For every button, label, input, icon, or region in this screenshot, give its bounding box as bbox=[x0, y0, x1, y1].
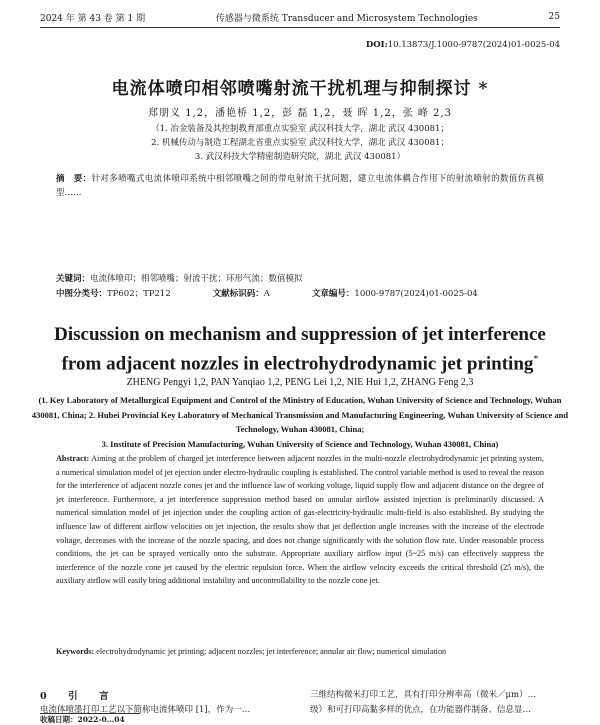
cn-affiliation-line: 3. 武汉科技大学精密制造研究院，湖北 武汉 430081） bbox=[194, 152, 406, 162]
clc-value: TP602；TP212 bbox=[107, 289, 171, 299]
header-page-number: 25 bbox=[548, 12, 560, 22]
cn-abstract-text: 针对多喷嘴式电流体喷印系统中相邻喷嘴之间的带电射流干扰问题，建立电流体耦合作用下的射流喷射的数值仿真模型…… bbox=[56, 174, 544, 199]
running-header bbox=[40, 8, 560, 26]
en-affiliation-line: (1. Key Laboratory of Metallurgical Equipment and Control of the Ministry of Education, Wuhan University of Science and Technology, Wuhan 430081, China; 2. Hubei Provincial Key Laboratory of Mechanical Transmission and Manufacturing Engineering, Wuhan University of Science and Technology, Wuhan 430081, China; bbox=[31, 395, 569, 434]
intro-text-line: 三维结构微米打印工艺，具有打印分辨率高（微米／μm）… bbox=[310, 690, 537, 700]
en-abstract-label: Abstract: bbox=[56, 454, 90, 463]
doi-label: DOI: bbox=[365, 40, 388, 50]
cn-title: 电流体喷印相邻喷嘴射流干扰机理与抑制探讨 * bbox=[111, 79, 489, 99]
cn-classification bbox=[56, 287, 544, 299]
en-authors: ZHENG Pengyi 1,2, PAN Yanqiao 1,2, PENG Lei 1,2, NIE Hui 1,2, ZHANG Feng 2,3 bbox=[126, 377, 474, 388]
cn-affiliation-line: （1. 冶金装备及其控制教育部重点实验室 武汉科技大学，湖北 武汉 430081； bbox=[151, 124, 449, 134]
header-rule bbox=[40, 27, 560, 28]
intro-text-line: 级）和可打印高黏多样的优点，在功能器件制备、信息显… bbox=[310, 705, 532, 715]
cn-affiliations bbox=[60, 122, 540, 164]
cn-abstract bbox=[56, 172, 544, 272]
en-affiliation-line: 3. Institute of Precision Manufacturing, Wuhan University of Science and Technology, Wuhan 430081, China) bbox=[101, 438, 499, 449]
doi-value: 10.13873/J.1000-9787(2024)01-0025-04 bbox=[387, 40, 560, 50]
header-journal: 传感器与微系统 Transducer and Microsystem Technologies bbox=[215, 13, 478, 24]
en-keywords bbox=[56, 645, 544, 658]
header-issue: 2024 年 第 43 卷 第 1 期 bbox=[40, 13, 146, 24]
section-title-introduction: 0 引 言 bbox=[40, 691, 115, 702]
en-title-footnote-mark: * bbox=[533, 354, 539, 365]
en-title-line: Discussion on mechanism and suppression of jet interference bbox=[54, 324, 546, 345]
cn-affiliation-line: 2. 机械传动与制造工程湖北省重点实验室 武汉科技大学，湖北 武汉 430081； bbox=[151, 138, 449, 148]
cn-keywords bbox=[56, 272, 544, 284]
article-no-value: 1000-9787(2024)01-0025-04 bbox=[354, 289, 478, 299]
cn-authors: 郑朋义 1,2，潘艳桥 1,2，彭 磊 1,2，聂 晖 1,2，张 峰 2,3 bbox=[148, 108, 452, 119]
en-keywords-text: electrohydrodynamic jet printing; adjacent nozzles; jet interference; annular air flow; numerical simulation bbox=[96, 647, 447, 656]
intro-text-left: 电流体喷墨打印工艺以下简称电流体喷印 [1]，作为一… bbox=[40, 705, 251, 715]
article-no-label: 文章编号： bbox=[311, 289, 355, 299]
clc-label: 中图分类号： bbox=[56, 289, 108, 299]
en-abstract-text: Aiming at the problem of charged jet interference between adjacent nozzles in the multi-nozzle electrohydrodynamic jet printing system, a numerical simulation model of jet ejection under electro-hydraulic coupling is established. The control variable method is used to reveal the reason for the interference of adjacent nozzle cones jet and the influence law of working voltage, liquid supply flow and adjacent distance on the degree of jet interference. Furthermore, a jet interference suppression method based on annular airflow assisted injection is preliminarily discussed. A numerical simulation model of jet injection under the coupling action of gas-electricity-hydraulic multi-field is also established. By studying the influence law of different airflow velocities on jet injection, the results show that jet deflection angle increases with the increase of the electrode voltage, decreases with the increase of the nozzle spacing, and does not change significantly with the solution flow rate. Under reasonable process conditions, the jet can be sprayed vertically onto the substrate. Appropriate auxiliary airflow input (5~25 m/s) can effectively suppress the interference of the nozzle cone jet caused by the electric repulsion force. When the airflow velocity exceeds the critical threshold (25 m/s), the auxiliary airflow will easily bring additional instability and uncontrollability to the nozzle cone jet. bbox=[56, 454, 544, 586]
en-keywords-label: Keywords: bbox=[56, 647, 95, 656]
doi bbox=[366, 40, 560, 50]
doc-code-value: A bbox=[263, 289, 270, 299]
en-affiliations bbox=[30, 393, 570, 451]
cn-keywords-label: 关键词： bbox=[56, 274, 91, 284]
cn-abstract-label: 摘 要： bbox=[56, 174, 92, 184]
cn-keywords-text: 电流体喷印；相邻喷嘴；射流干扰；环形气流；数值模拟 bbox=[90, 274, 303, 284]
en-title-line: from adjacent nozzles in electrohydrodynamic jet printing bbox=[61, 353, 534, 375]
received-date: 收稿日期：2022-0…04 bbox=[40, 715, 125, 724]
en-abstract bbox=[56, 452, 544, 642]
intro-text-right bbox=[310, 688, 560, 718]
doc-code-label: 文献标识码： bbox=[212, 289, 264, 299]
en-title bbox=[40, 322, 560, 376]
